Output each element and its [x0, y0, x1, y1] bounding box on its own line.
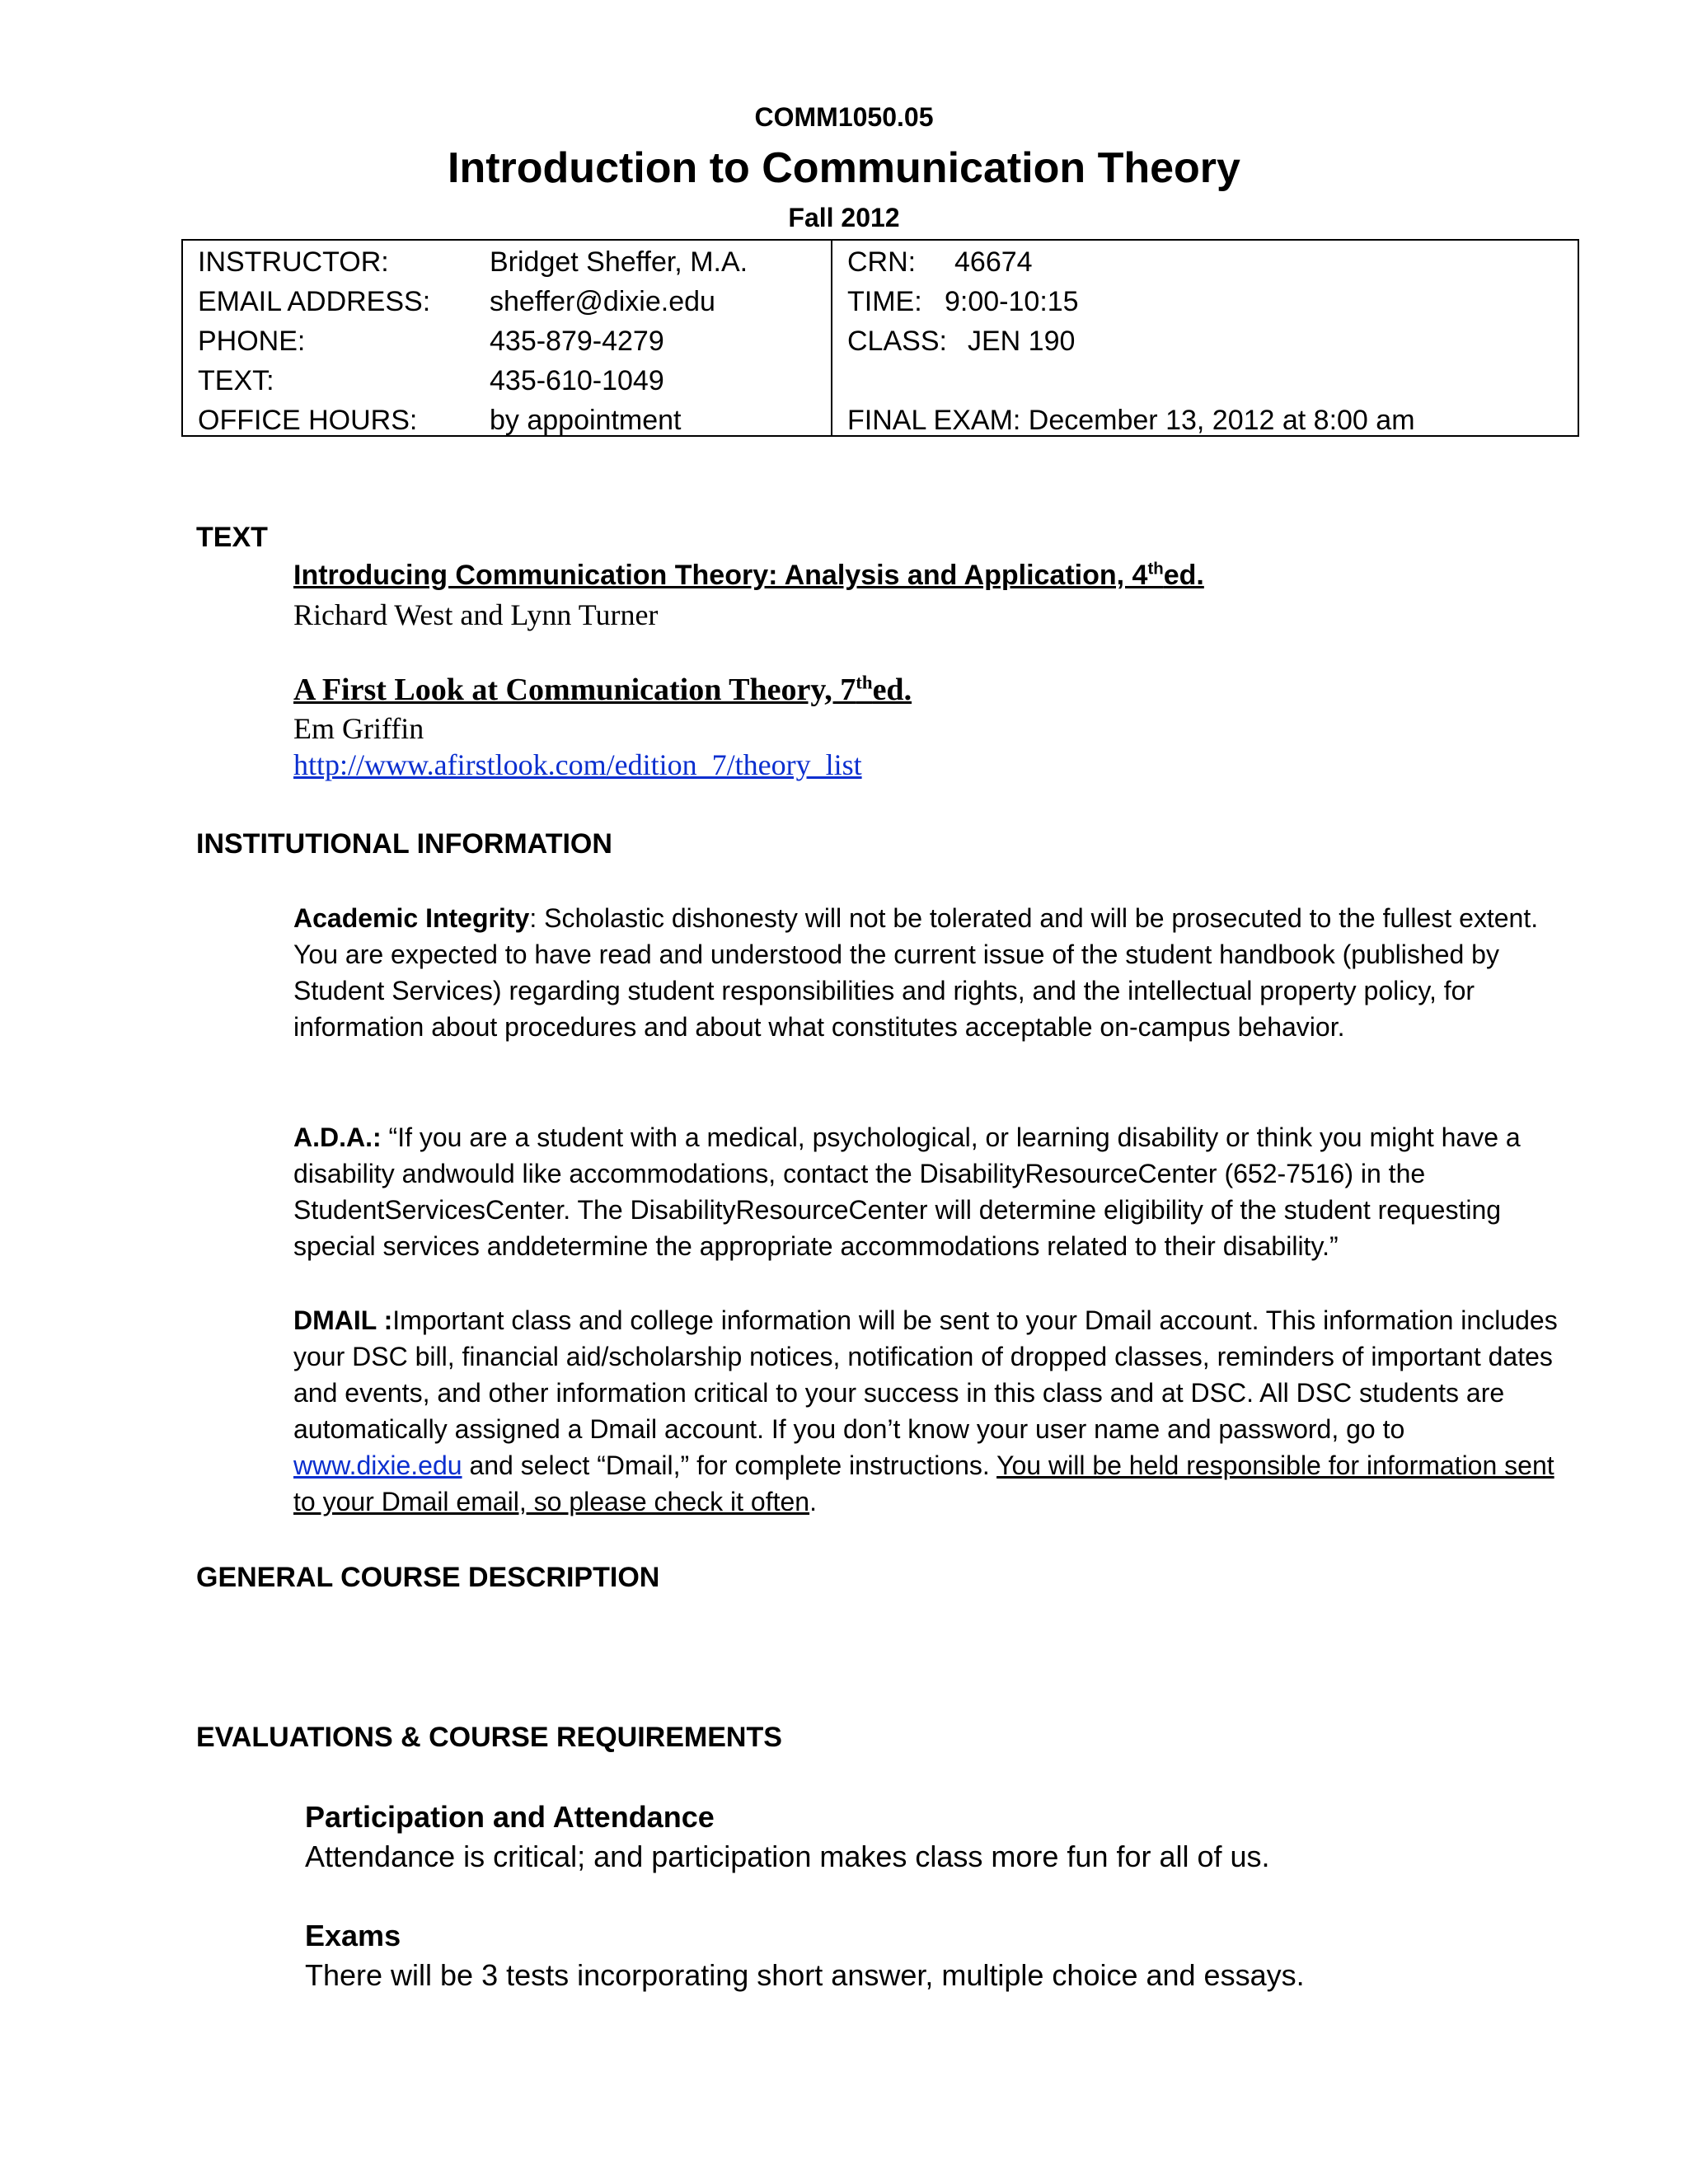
time-label: TIME:: [847, 286, 922, 317]
academic-integrity-text: : Scholastic dishonesty will not be tolerated and will be prosecuted to the fullest extent. You are expected to have read and understood the current issue of the student handbook (published by Student Services) regarding student responsibilities and rights, and the intellectual property policy, for information about procedures and about what constitutes acceptable on-campus behavior.: [293, 903, 1539, 1042]
phone-label: PHONE:: [198, 326, 306, 357]
book-title-2: [293, 671, 912, 709]
ada-label: A.D.A.:: [293, 1122, 382, 1152]
course-term: Fall 2012: [788, 203, 900, 232]
dmail-paragraph: [293, 1302, 1579, 1520]
book-title-1: [293, 557, 1204, 593]
instructor-label: INSTRUCTOR:: [198, 246, 389, 278]
final-exam: FINAL EXAM: December 13, 2012 at 8:00 am: [847, 405, 1415, 436]
book-2-author: Em Griffin: [293, 712, 424, 745]
institutional-heading: INSTITUTIONAL INFORMATION: [196, 828, 612, 860]
time-value: 9:00-10:15: [945, 286, 1079, 317]
book-title-2-text: A First Look at Communication Theory, 7: [293, 673, 856, 707]
dixie-link[interactable]: www.dixie.edu: [293, 1451, 462, 1480]
dmail-responsibility-note: You will be held responsible for information sent to your Dmail email, so please check it often: [293, 1451, 1554, 1516]
office-hours-value: by appointment: [490, 405, 682, 436]
ada-text: “If you are a student with a medical, psychological, or learning disability or think you might have a disability andwould like accommodations, contact the DisabilityResourceCenter (652-7516) in the StudentServicesCenter. The DisabilityResourceCenter will determine eligibility of the student requesting special services anddetermine the appropriate accommodations related to their disability.”: [293, 1122, 1521, 1261]
theory-list-link[interactable]: http://www.afirstlook.com/edition_7/theory_list: [293, 748, 862, 781]
crn-row: [847, 242, 1033, 282]
ada-paragraph: [293, 1119, 1579, 1264]
participation-heading: Participation and Attendance: [305, 1800, 715, 1834]
book-title-2-suffix: ed.: [872, 673, 912, 707]
office-hours-label: OFFICE HOURS:: [198, 405, 418, 436]
course-title: Introduction to Communication Theory: [448, 144, 1240, 192]
exams-text: There will be 3 tests incorporating short answer, multiple choice and essays.: [305, 1958, 1305, 1992]
exams-heading: Exams: [305, 1919, 401, 1952]
class-row: [847, 321, 1075, 361]
course-code: COMM1050.05: [754, 102, 934, 132]
text-value: 435-610-1049: [490, 365, 664, 396]
book-1-authors: Richard West and Lynn Turner: [293, 598, 659, 631]
participation-text: Attendance is critical; and participation makes class more fun for all of us.: [305, 1840, 1270, 1873]
book-2-link: [293, 747, 862, 783]
dmail-end: .: [809, 1487, 817, 1516]
academic-integrity-paragraph: [293, 900, 1579, 1045]
class-label: CLASS:: [847, 326, 947, 357]
crn-label: CRN:: [847, 246, 917, 278]
dmail-label: DMAIL :: [293, 1305, 393, 1335]
phone-value: 435-879-4279: [490, 326, 664, 357]
text-label: TEXT:: [198, 365, 274, 396]
evaluations-heading: EVALUATIONS & COURSE REQUIREMENTS: [196, 1722, 782, 1753]
instructor-value: Bridget Sheffer, M.A.: [490, 246, 748, 278]
text-heading: TEXT: [196, 522, 268, 553]
email-value: sheffer@dixie.edu: [490, 286, 715, 317]
time-row: [847, 282, 1079, 321]
book-title-1-text: Introducing Communication Theory: Analysis and Application, 4: [293, 560, 1148, 591]
academic-integrity-label: Academic Integrity: [293, 903, 530, 933]
course-info-box: [181, 239, 1579, 437]
info-box-divider: [831, 241, 832, 435]
book-title-1-sup: th: [1147, 560, 1164, 579]
email-label: EMAIL ADDRESS:: [198, 286, 431, 317]
dmail-text-2: and select “Dmail,” for complete instructions.: [462, 1451, 997, 1480]
dmail-text: Important class and college information will be sent to your Dmail account. This information includes your DSC bill, financial aid/scholarship notices, notification of dropped classes, reminders of important dates and events, and other information critical to your success in this class and at DSC. All DSC students are automatically assigned a Dmail account. If you don’t know your user name and password, go to: [293, 1305, 1558, 1444]
book-title-2-sup: th: [856, 672, 873, 693]
class-value: JEN 190: [968, 326, 1076, 357]
crn-value: 46674: [954, 246, 1033, 278]
book-title-1-suffix: ed.: [1163, 560, 1204, 591]
general-description-heading: GENERAL COURSE DESCRIPTION: [196, 1562, 660, 1593]
